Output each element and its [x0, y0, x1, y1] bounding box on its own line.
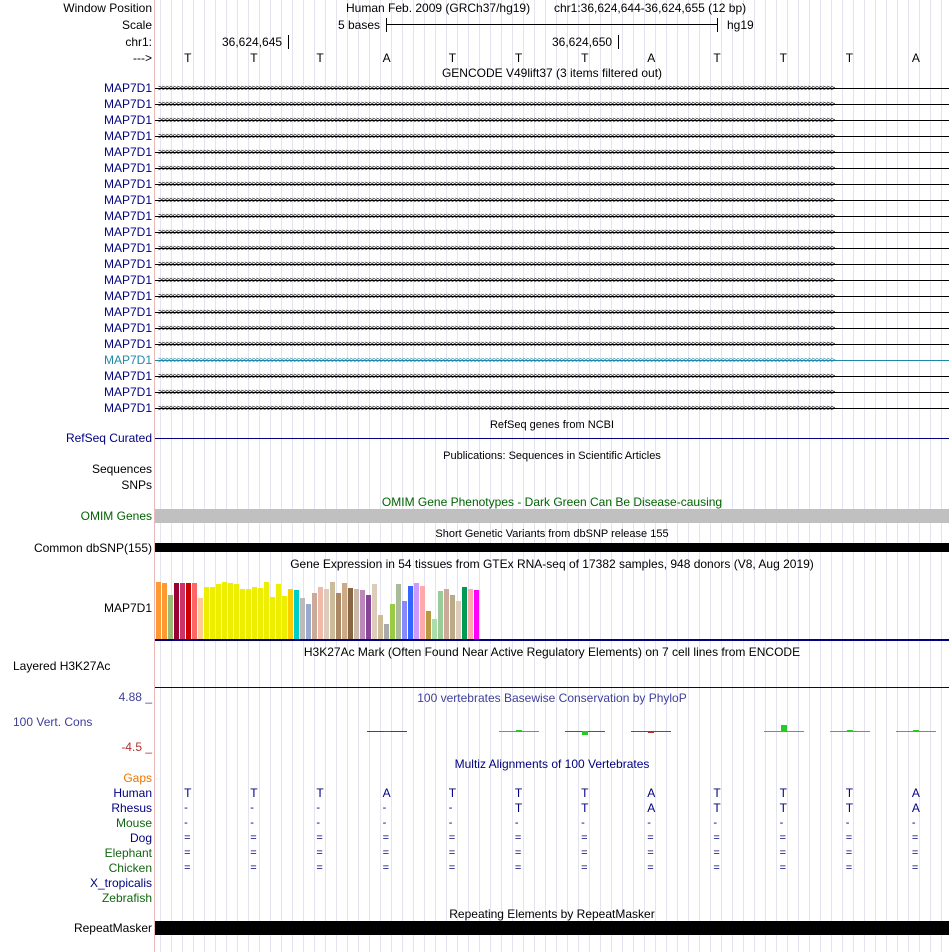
species-label[interactable]: Mouse: [115, 816, 152, 830]
base-letter: T: [845, 51, 854, 65]
alignment-base: =: [911, 847, 919, 859]
gtex-tissue-bar[interactable]: [222, 582, 227, 639]
repeatmasker-label[interactable]: RepeatMasker: [73, 921, 152, 935]
gtex-tissue-bar[interactable]: [240, 589, 245, 639]
gtex-tissue-bar[interactable]: [324, 589, 329, 639]
base-letter: T: [448, 51, 457, 65]
base-letter: T: [316, 51, 324, 65]
gencode-strand-arrows: >>>>>>>>>>>>>>>>>>>>>>>>>>>>>>>>>>>>>>>>>>>>>>>>>>>>>>>>>>>>>>>>>>>>>>>>>>>>>>>>>>>>>>>>>>>>>>>>>>>>>>>>>>>>>>>>>>>>>>>>>>>>>>>>>>>>>>>>>>>>>>>>>>>>>>>>>>>>>>>>>>>>>>>>>>>>>>>>>>>>: [158, 227, 835, 237]
gencode-strand-arrows: >>>>>>>>>>>>>>>>>>>>>>>>>>>>>>>>>>>>>>>>>>>>>>>>>>>>>>>>>>>>>>>>>>>>>>>>>>>>>>>>>>>>>>>>>>>>>>>>>>>>>>>>>>>>>>>>>>>>>>>>>>>>>>>>>>>>>>>>>>>>>>>>>>>>>>>>>>>>>>>>>>>>>>>>>>>>>>>>>>>>: [158, 99, 835, 109]
gencode-strand-arrows: >>>>>>>>>>>>>>>>>>>>>>>>>>>>>>>>>>>>>>>>>>>>>>>>>>>>>>>>>>>>>>>>>>>>>>>>>>>>>>>>>>>>>>>>>>>>>>>>>>>>>>>>>>>>>>>>>>>>>>>>>>>>>>>>>>>>>>>>>>>>>>>>>>>>>>>>>>>>>>>>>>>>>>>>>>>>>>>>>>>>: [158, 163, 835, 173]
gtex-tissue-bar[interactable]: [438, 591, 443, 639]
gtex-tissue-bar[interactable]: [354, 589, 359, 639]
gencode-strand-arrows: >>>>>>>>>>>>>>>>>>>>>>>>>>>>>>>>>>>>>>>>>>>>>>>>>>>>>>>>>>>>>>>>>>>>>>>>>>>>>>>>>>>>>>>>>>>>>>>>>>>>>>>>>>>>>>>>>>>>>>>>>>>>>>>>>>>>>>>>>>>>>>>>>>>>>>>>>>>>>>>>>>>>>>>>>>>>>>>>>>>>: [158, 115, 835, 125]
refseq-track-title[interactable]: RefSeq genes from NCBI: [489, 419, 615, 431]
alignment-base: -: [184, 802, 188, 814]
alignment-base: -: [779, 817, 784, 829]
gtex-tissue-bar[interactable]: [300, 598, 305, 639]
base-letter: T: [713, 51, 721, 65]
alignment-base: =: [184, 847, 191, 859]
gtex-tissue-bar[interactable]: [174, 583, 179, 639]
gencode-gene-label[interactable]: MAP7D1: [103, 193, 152, 207]
alignment-base: T: [581, 786, 589, 800]
gencode-gene-label[interactable]: MAP7D1: [103, 145, 152, 159]
phylop-base-line: [830, 731, 870, 732]
alignment-base: =: [382, 832, 390, 844]
gtex-tissue-bar[interactable]: [204, 587, 209, 639]
gencode-gene-label[interactable]: MAP7D1: [103, 353, 152, 367]
alignment-base: -: [845, 817, 850, 829]
phylop-score-bar[interactable]: [781, 725, 787, 731]
gtex-tissue-bar[interactable]: [264, 582, 269, 639]
alignment-base: T: [514, 786, 523, 800]
phylop-score-bar[interactable]: [516, 730, 522, 731]
alignment-base: =: [779, 847, 787, 859]
gtex-tissue-bar[interactable]: [366, 595, 371, 639]
gtex-tissue-bar[interactable]: [210, 587, 215, 639]
alignment-base: =: [845, 862, 853, 874]
gencode-gene-label[interactable]: MAP7D1: [103, 225, 152, 239]
gencode-gene-label[interactable]: MAP7D1: [103, 385, 152, 399]
alignment-base: T: [713, 801, 721, 815]
gtex-tissue-bar[interactable]: [156, 582, 161, 639]
phylop-score-bar[interactable]: [582, 731, 588, 735]
gencode-gene-label[interactable]: MAP7D1: [103, 129, 152, 143]
gencode-gene-label[interactable]: MAP7D1: [103, 177, 152, 191]
gaps-label[interactable]: Gaps: [123, 771, 152, 785]
coord-label-2: 36,624,650: [552, 35, 613, 49]
alignment-base: =: [911, 832, 919, 844]
repeatmasker-track-title[interactable]: Repeating Elements by RepeatMasker: [449, 907, 655, 921]
gtex-tissue-bar[interactable]: [342, 583, 347, 639]
phylop-base-line: [896, 731, 936, 732]
h3k27ac-track-title[interactable]: H3K27Ac Mark (Often Found Near Active Regulatory Elements) on 7 cell lines from ENCODE: [303, 645, 801, 659]
gtex-tissue-bar[interactable]: [270, 597, 275, 639]
gencode-strand-arrows: >>>>>>>>>>>>>>>>>>>>>>>>>>>>>>>>>>>>>>>>>>>>>>>>>>>>>>>>>>>>>>>>>>>>>>>>>>>>>>>>>>>>>>>>>>>>>>>>>>>>>>>>>>>>>>>>>>>>>>>>>>>>>>>>>>>>>>>>>>>>>>>>>>>>>>>>>>>>>>>>>>>>>>>>>>>>>>>>>>>>: [158, 83, 835, 93]
alignment-base: T: [845, 801, 854, 815]
gtex-tissue-bar[interactable]: [246, 589, 251, 639]
alignment-base: -: [581, 817, 585, 829]
alignment-base: =: [514, 832, 522, 844]
gtex-tissue-bar[interactable]: [462, 587, 467, 639]
alignment-base: =: [581, 847, 588, 859]
alignment-base: T: [448, 786, 457, 800]
alignment-base: =: [250, 847, 257, 859]
phylop-score-bar[interactable]: [384, 731, 390, 732]
gtex-tissue-bar[interactable]: [168, 595, 173, 639]
gtex-tissue-bar[interactable]: [378, 615, 383, 639]
alignment-base: =: [514, 847, 522, 859]
alignment-base: =: [382, 847, 390, 859]
alignment-base: =: [581, 832, 588, 844]
gtex-tissue-bar[interactable]: [402, 601, 407, 639]
alignment-base: =: [250, 832, 257, 844]
alignment-base: -: [647, 817, 651, 829]
gtex-tissue-bar[interactable]: [432, 619, 437, 639]
gencode-track-title[interactable]: GENCODE V49lift37 (3 items filtered out): [441, 66, 663, 80]
scale-db: hg19: [727, 18, 754, 32]
gtex-tissue-bar[interactable]: [444, 589, 449, 639]
alignment-base: -: [316, 802, 321, 814]
alignment-base: =: [647, 832, 654, 844]
alignment-base: =: [713, 832, 720, 844]
gencode-gene-label[interactable]: MAP7D1: [103, 337, 152, 351]
position-text[interactable]: chr1:36,624,644-36,624,655 (12 bp): [554, 1, 747, 15]
gencode-strand-arrows: >>>>>>>>>>>>>>>>>>>>>>>>>>>>>>>>>>>>>>>>>>>>>>>>>>>>>>>>>>>>>>>>>>>>>>>>>>>>>>>>>>>>>>>>>>>>>>>>>>>>>>>>>>>>>>>>>>>>>>>>>>>>>>>>>>>>>>>>>>>>>>>>>>>>>>>>>>>>>>>>>>>>>>>>>>>>>>>>>>>>: [158, 323, 835, 333]
gtex-tissue-bar[interactable]: [306, 604, 311, 639]
gtex-tissue-bar[interactable]: [282, 596, 287, 639]
alignment-base: T: [779, 801, 787, 815]
alignment-base: A: [911, 801, 920, 815]
strand-label: --->: [133, 51, 152, 65]
gencode-gene-label[interactable]: MAP7D1: [103, 113, 152, 127]
gencode-strand-arrows: >>>>>>>>>>>>>>>>>>>>>>>>>>>>>>>>>>>>>>>>>>>>>>>>>>>>>>>>>>>>>>>>>>>>>>>>>>>>>>>>>>>>>>>>>>>>>>>>>>>>>>>>>>>>>>>>>>>>>>>>>>>>>>>>>>>>>>>>>>>>>>>>>>>>>>>>>>>>>>>>>>>>>>>>>>>>>>>>>>>>: [158, 259, 835, 269]
alignment-base: T: [713, 786, 721, 800]
gencode-strand-arrows: >>>>>>>>>>>>>>>>>>>>>>>>>>>>>>>>>>>>>>>>>>>>>>>>>>>>>>>>>>>>>>>>>>>>>>>>>>>>>>>>>>>>>>>>>>>>>>>>>>>>>>>>>>>>>>>>>>>>>>>>>>>>>>>>>>>>>>>>>>>>>>>>>>>>>>>>>>>>>>>>>>>>>>>>>>>>>>>>>>>>: [158, 195, 835, 205]
phylop-track-title[interactable]: 100 vertebrates Basewise Conservation by PhyloP: [417, 691, 687, 705]
alignment-base: A: [647, 786, 656, 800]
gencode-strand-arrows: >>>>>>>>>>>>>>>>>>>>>>>>>>>>>>>>>>>>>>>>>>>>>>>>>>>>>>>>>>>>>>>>>>>>>>>>>>>>>>>>>>>>>>>>>>>>>>>>>>>>>>>>>>>>>>>>>>>>>>>>>>>>>>>>>>>>>>>>>>>>>>>>>>>>>>>>>>>>>>>>>>>>>>>>>>>>>>>>>>>>: [158, 339, 835, 349]
alignment-base: T: [845, 786, 854, 800]
alignment-base: =: [514, 862, 522, 874]
gtex-tissue-bar[interactable]: [288, 589, 293, 639]
gencode-gene-label[interactable]: MAP7D1: [103, 321, 152, 335]
repeatmasker-feature-bar[interactable]: [155, 921, 949, 935]
dbsnp-track-title[interactable]: Short Genetic Variants from dbSNP release 155: [435, 528, 669, 540]
base-letter: A: [382, 51, 391, 65]
alignment-base: =: [779, 832, 787, 844]
gencode-gene-label[interactable]: MAP7D1: [103, 305, 152, 319]
scale-label: Scale: [121, 18, 152, 32]
phylop-score-bar[interactable]: [847, 730, 853, 731]
gencode-gene-label[interactable]: MAP7D1: [103, 289, 152, 303]
gtex-tissue-bar[interactable]: [192, 583, 197, 639]
dbsnp-feature-bar[interactable]: [155, 543, 949, 552]
alignment-base: -: [250, 802, 254, 814]
gencode-strand-arrows: >>>>>>>>>>>>>>>>>>>>>>>>>>>>>>>>>>>>>>>>>>>>>>>>>>>>>>>>>>>>>>>>>>>>>>>>>>>>>>>>>>>>>>>>>>>>>>>>>>>>>>>>>>>>>>>>>>>>>>>>>>>>>>>>>>>>>>>>>>>>>>>>>>>>>>>>>>>>>>>>>>>>>>>>>>>>>>>>>>>>: [158, 179, 835, 189]
alignment-base: =: [647, 847, 654, 859]
gtex-tissue-bar[interactable]: [384, 624, 389, 639]
gencode-gene-label[interactable]: MAP7D1: [103, 369, 152, 383]
phylop-min-label: -4.5 _: [121, 740, 152, 754]
alignment-base: T: [779, 786, 787, 800]
coord-tick-2: [618, 35, 619, 49]
alignment-base: =: [382, 862, 390, 874]
gencode-strand-arrows: >>>>>>>>>>>>>>>>>>>>>>>>>>>>>>>>>>>>>>>>>>>>>>>>>>>>>>>>>>>>>>>>>>>>>>>>>>>>>>>>>>>>>>>>>>>>>>>>>>>>>>>>>>>>>>>>>>>>>>>>>>>>>>>>>>>>>>>>>>>>>>>>>>>>>>>>>>>>>>>>>>>>>>>>>>>>>>>>>>>>: [158, 211, 835, 221]
alignment-base: -: [713, 817, 718, 829]
gtex-tissue-bar[interactable]: [312, 593, 317, 639]
gtex-tissue-bar[interactable]: [258, 588, 263, 639]
coord-label-1: 36,624,645: [222, 35, 283, 49]
alignment-base: -: [448, 817, 453, 829]
alignment-base: =: [713, 862, 720, 874]
gtex-tissue-bar[interactable]: [318, 587, 323, 639]
alignment-base: -: [250, 817, 254, 829]
phylop-score-bar[interactable]: [913, 730, 919, 731]
gencode-gene-label[interactable]: MAP7D1: [103, 241, 152, 255]
gencode-gene-label[interactable]: MAP7D1: [103, 401, 152, 415]
gtex-tissue-bar[interactable]: [426, 611, 431, 639]
dbsnp-label[interactable]: Common dbSNP(155): [33, 541, 152, 555]
base-letter: T: [514, 51, 523, 65]
gtex-tissue-bar[interactable]: [216, 584, 221, 639]
alignment-base: =: [250, 862, 257, 874]
alignment-base: -: [382, 802, 387, 814]
h3k27ac-baseline: [155, 687, 949, 688]
gencode-gene-label[interactable]: MAP7D1: [103, 209, 152, 223]
gencode-strand-arrows: >>>>>>>>>>>>>>>>>>>>>>>>>>>>>>>>>>>>>>>>>>>>>>>>>>>>>>>>>>>>>>>>>>>>>>>>>>>>>>>>>>>>>>>>>>>>>>>>>>>>>>>>>>>>>>>>>>>>>>>>>>>>>>>>>>>>>>>>>>>>>>>>>>>>>>>>>>>>>>>>>>>>>>>>>>>>>>>>>>>>: [158, 147, 835, 157]
coord-tick-1: [288, 35, 289, 49]
alignment-base: -: [184, 817, 188, 829]
alignment-base: A: [911, 786, 920, 800]
phylop-base-line: [499, 731, 539, 732]
gtex-tissue-bar[interactable]: [360, 590, 365, 639]
alignment-base: -: [514, 817, 519, 829]
alignment-base: =: [184, 862, 191, 874]
gencode-gene-label[interactable]: MAP7D1: [103, 273, 152, 287]
phylop-base-line: [764, 731, 804, 732]
gencode-gene-label[interactable]: MAP7D1: [103, 97, 152, 111]
species-label[interactable]: Human: [113, 786, 152, 800]
alignment-base: A: [647, 801, 656, 815]
gtex-tissue-bar[interactable]: [450, 595, 455, 639]
phylop-label[interactable]: 100 Vert. Cons: [13, 715, 93, 729]
omim-label[interactable]: OMIM Genes: [80, 509, 152, 523]
alignment-base: =: [713, 847, 720, 859]
gtex-label[interactable]: MAP7D1: [103, 601, 152, 615]
alignment-base: =: [316, 832, 323, 844]
alignment-base: =: [448, 862, 456, 874]
alignment-base: T: [581, 801, 589, 815]
gtex-tissue-bar[interactable]: [234, 584, 239, 639]
gtex-tissue-bar[interactable]: [186, 583, 191, 639]
gencode-gene-label[interactable]: MAP7D1: [103, 81, 152, 95]
gtex-baseline: [155, 639, 949, 641]
alignment-base: =: [448, 847, 456, 859]
gencode-strand-arrows: >>>>>>>>>>>>>>>>>>>>>>>>>>>>>>>>>>>>>>>>>>>>>>>>>>>>>>>>>>>>>>>>>>>>>>>>>>>>>>>>>>>>>>>>>>>>>>>>>>>>>>>>>>>>>>>>>>>>>>>>>>>>>>>>>>>>>>>>>>>>>>>>>>>>>>>>>>>>>>>>>>>>>>>>>>>>>>>>>>>>: [158, 243, 835, 253]
snps-label[interactable]: SNPs: [121, 478, 152, 492]
species-label[interactable]: Dog: [129, 831, 152, 845]
gtex-tissue-bar[interactable]: [180, 583, 185, 639]
alignment-base: =: [581, 862, 588, 874]
gtex-tissue-bar[interactable]: [408, 586, 413, 639]
gtex-tissue-bar[interactable]: [252, 587, 257, 639]
alignment-base: -: [382, 817, 387, 829]
gtex-tissue-bar[interactable]: [420, 586, 425, 639]
refseq-track-line: [155, 438, 949, 439]
gtex-tissue-bar[interactable]: [348, 588, 353, 639]
gencode-strand-arrows: >>>>>>>>>>>>>>>>>>>>>>>>>>>>>>>>>>>>>>>>>>>>>>>>>>>>>>>>>>>>>>>>>>>>>>>>>>>>>>>>>>>>>>>>>>>>>>>>>>>>>>>>>>>>>>>>>>>>>>>>>>>>>>>>>>>>>>>>>>>>>>>>>>>>>>>>>>>>>>>>>>>>>>>>>>>>>>>>>>>>: [158, 307, 835, 317]
chrom-label: chr1:: [125, 35, 152, 49]
omim-feature-bar[interactable]: [155, 509, 949, 523]
gtex-tissue-bar[interactable]: [372, 584, 377, 639]
gencode-strand-arrows: >>>>>>>>>>>>>>>>>>>>>>>>>>>>>>>>>>>>>>>>>>>>>>>>>>>>>>>>>>>>>>>>>>>>>>>>>>>>>>>>>>>>>>>>>>>>>>>>>>>>>>>>>>>>>>>>>>>>>>>>>>>>>>>>>>>>>>>>>>>>>>>>>>>>>>>>>>>>>>>>>>>>>>>>>>>>>>>>>>>>: [158, 371, 835, 381]
assembly-text: Human Feb. 2009 (GRCh37/hg19): [346, 1, 531, 15]
alignment-base: -: [448, 802, 453, 814]
gencode-strand-arrows: >>>>>>>>>>>>>>>>>>>>>>>>>>>>>>>>>>>>>>>>>>>>>>>>>>>>>>>>>>>>>>>>>>>>>>>>>>>>>>>>>>>>>>>>>>>>>>>>>>>>>>>>>>>>>>>>>>>>>>>>>>>>>>>>>>>>>>>>>>>>>>>>>>>>>>>>>>>>>>>>>>>>>>>>>>>>>>>>>>>>: [158, 275, 835, 285]
gtex-tissue-bar[interactable]: [456, 601, 461, 639]
gtex-tissue-bar[interactable]: [396, 584, 401, 639]
base-letter: A: [647, 51, 656, 65]
alignment-base: =: [316, 862, 323, 874]
alignment-base: =: [184, 832, 191, 844]
alignment-base: -: [316, 817, 321, 829]
base-letter: T: [184, 51, 192, 65]
gencode-strand-arrows: >>>>>>>>>>>>>>>>>>>>>>>>>>>>>>>>>>>>>>>>>>>>>>>>>>>>>>>>>>>>>>>>>>>>>>>>>>>>>>>>>>>>>>>>>>>>>>>>>>>>>>>>>>>>>>>>>>>>>>>>>>>>>>>>>>>>>>>>>>>>>>>>>>>>>>>>>>>>>>>>>>>>>>>>>>>>>>>>>>>>: [158, 387, 835, 397]
gtex-tissue-bar[interactable]: [468, 589, 473, 639]
left-divider: [154, 0, 155, 952]
species-label[interactable]: Rhesus: [111, 801, 152, 815]
alignment-base: A: [382, 786, 391, 800]
alignment-base: =: [316, 847, 323, 859]
alignment-base: -: [911, 817, 916, 829]
gtex-tissue-bar[interactable]: [228, 583, 233, 639]
omim-track-title[interactable]: OMIM Gene Phenotypes - Dark Green Can Be Disease-causing: [381, 495, 723, 509]
gtex-tissue-bar[interactable]: [276, 584, 281, 639]
alignment-base: =: [911, 862, 919, 874]
phylop-score-bar[interactable]: [648, 731, 654, 733]
species-label[interactable]: Elephant: [104, 846, 152, 860]
gtex-track-title[interactable]: Gene Expression in 54 tissues from GTEx RNA-seq of 17382 samples, 948 donors (V8, Aug 2019): [290, 557, 814, 571]
gtex-tissue-bar[interactable]: [330, 582, 335, 639]
gtex-tissue-bar[interactable]: [294, 590, 299, 639]
gtex-tissue-bar[interactable]: [390, 604, 395, 639]
gtex-tissue-bar[interactable]: [198, 598, 203, 639]
alignment-base: =: [779, 862, 787, 874]
species-label[interactable]: Chicken: [108, 861, 152, 875]
alignment-base: T: [514, 801, 523, 815]
gtex-tissue-bar[interactable]: [474, 590, 479, 639]
base-letter: T: [779, 51, 787, 65]
scale-text: 5 bases: [338, 18, 381, 32]
publications-track-title[interactable]: Publications: Sequences in Scientific Articles: [443, 450, 661, 462]
multiz-track-title[interactable]: Multiz Alignments of 100 Vertebrates: [454, 757, 650, 771]
species-label[interactable]: X_tropicalis: [89, 876, 152, 890]
base-letter: A: [911, 51, 920, 65]
gtex-tissue-bar[interactable]: [414, 583, 419, 639]
gtex-tissue-bar[interactable]: [162, 583, 167, 639]
phylop-max-label: 4.88 _: [118, 690, 152, 704]
h3k27ac-label[interactable]: Layered H3K27Ac: [13, 659, 111, 673]
window-position-label: Window Position: [63, 1, 152, 15]
refseq-label[interactable]: RefSeq Curated: [65, 431, 152, 445]
alignment-base: =: [647, 862, 654, 874]
gencode-strand-arrows: >>>>>>>>>>>>>>>>>>>>>>>>>>>>>>>>>>>>>>>>>>>>>>>>>>>>>>>>>>>>>>>>>>>>>>>>>>>>>>>>>>>>>>>>>>>>>>>>>>>>>>>>>>>>>>>>>>>>>>>>>>>>>>>>>>>>>>>>>>>>>>>>>>>>>>>>>>>>>>>>>>>>>>>>>>>>>>>>>>>>: [158, 131, 835, 141]
sequences-label[interactable]: Sequences: [91, 462, 152, 476]
base-letter: T: [250, 51, 258, 65]
gencode-strand-arrows: >>>>>>>>>>>>>>>>>>>>>>>>>>>>>>>>>>>>>>>>>>>>>>>>>>>>>>>>>>>>>>>>>>>>>>>>>>>>>>>>>>>>>>>>>>>>>>>>>>>>>>>>>>>>>>>>>>>>>>>>>>>>>>>>>>>>>>>>>>>>>>>>>>>>>>>>>>>>>>>>>>>>>>>>>>>>>>>>>>>>: [158, 355, 835, 365]
alignment-base: =: [845, 832, 853, 844]
alignment-base: T: [250, 786, 258, 800]
gtex-tissue-bar[interactable]: [336, 593, 341, 639]
alignment-base: T: [316, 786, 324, 800]
base-letter: T: [581, 51, 589, 65]
species-label[interactable]: Zebrafish: [101, 891, 152, 905]
gencode-strand-arrows: >>>>>>>>>>>>>>>>>>>>>>>>>>>>>>>>>>>>>>>>>>>>>>>>>>>>>>>>>>>>>>>>>>>>>>>>>>>>>>>>>>>>>>>>>>>>>>>>>>>>>>>>>>>>>>>>>>>>>>>>>>>>>>>>>>>>>>>>>>>>>>>>>>>>>>>>>>>>>>>>>>>>>>>>>>>>>>>>>>>>: [158, 403, 835, 413]
alignment-base: T: [184, 786, 192, 800]
gencode-gene-label[interactable]: MAP7D1: [103, 161, 152, 175]
alignment-base: =: [448, 832, 456, 844]
gencode-gene-label[interactable]: MAP7D1: [103, 257, 152, 271]
gencode-strand-arrows: >>>>>>>>>>>>>>>>>>>>>>>>>>>>>>>>>>>>>>>>>>>>>>>>>>>>>>>>>>>>>>>>>>>>>>>>>>>>>>>>>>>>>>>>>>>>>>>>>>>>>>>>>>>>>>>>>>>>>>>>>>>>>>>>>>>>>>>>>>>>>>>>>>>>>>>>>>>>>>>>>>>>>>>>>>>>>>>>>>>>: [158, 291, 835, 301]
alignment-base: =: [845, 847, 853, 859]
